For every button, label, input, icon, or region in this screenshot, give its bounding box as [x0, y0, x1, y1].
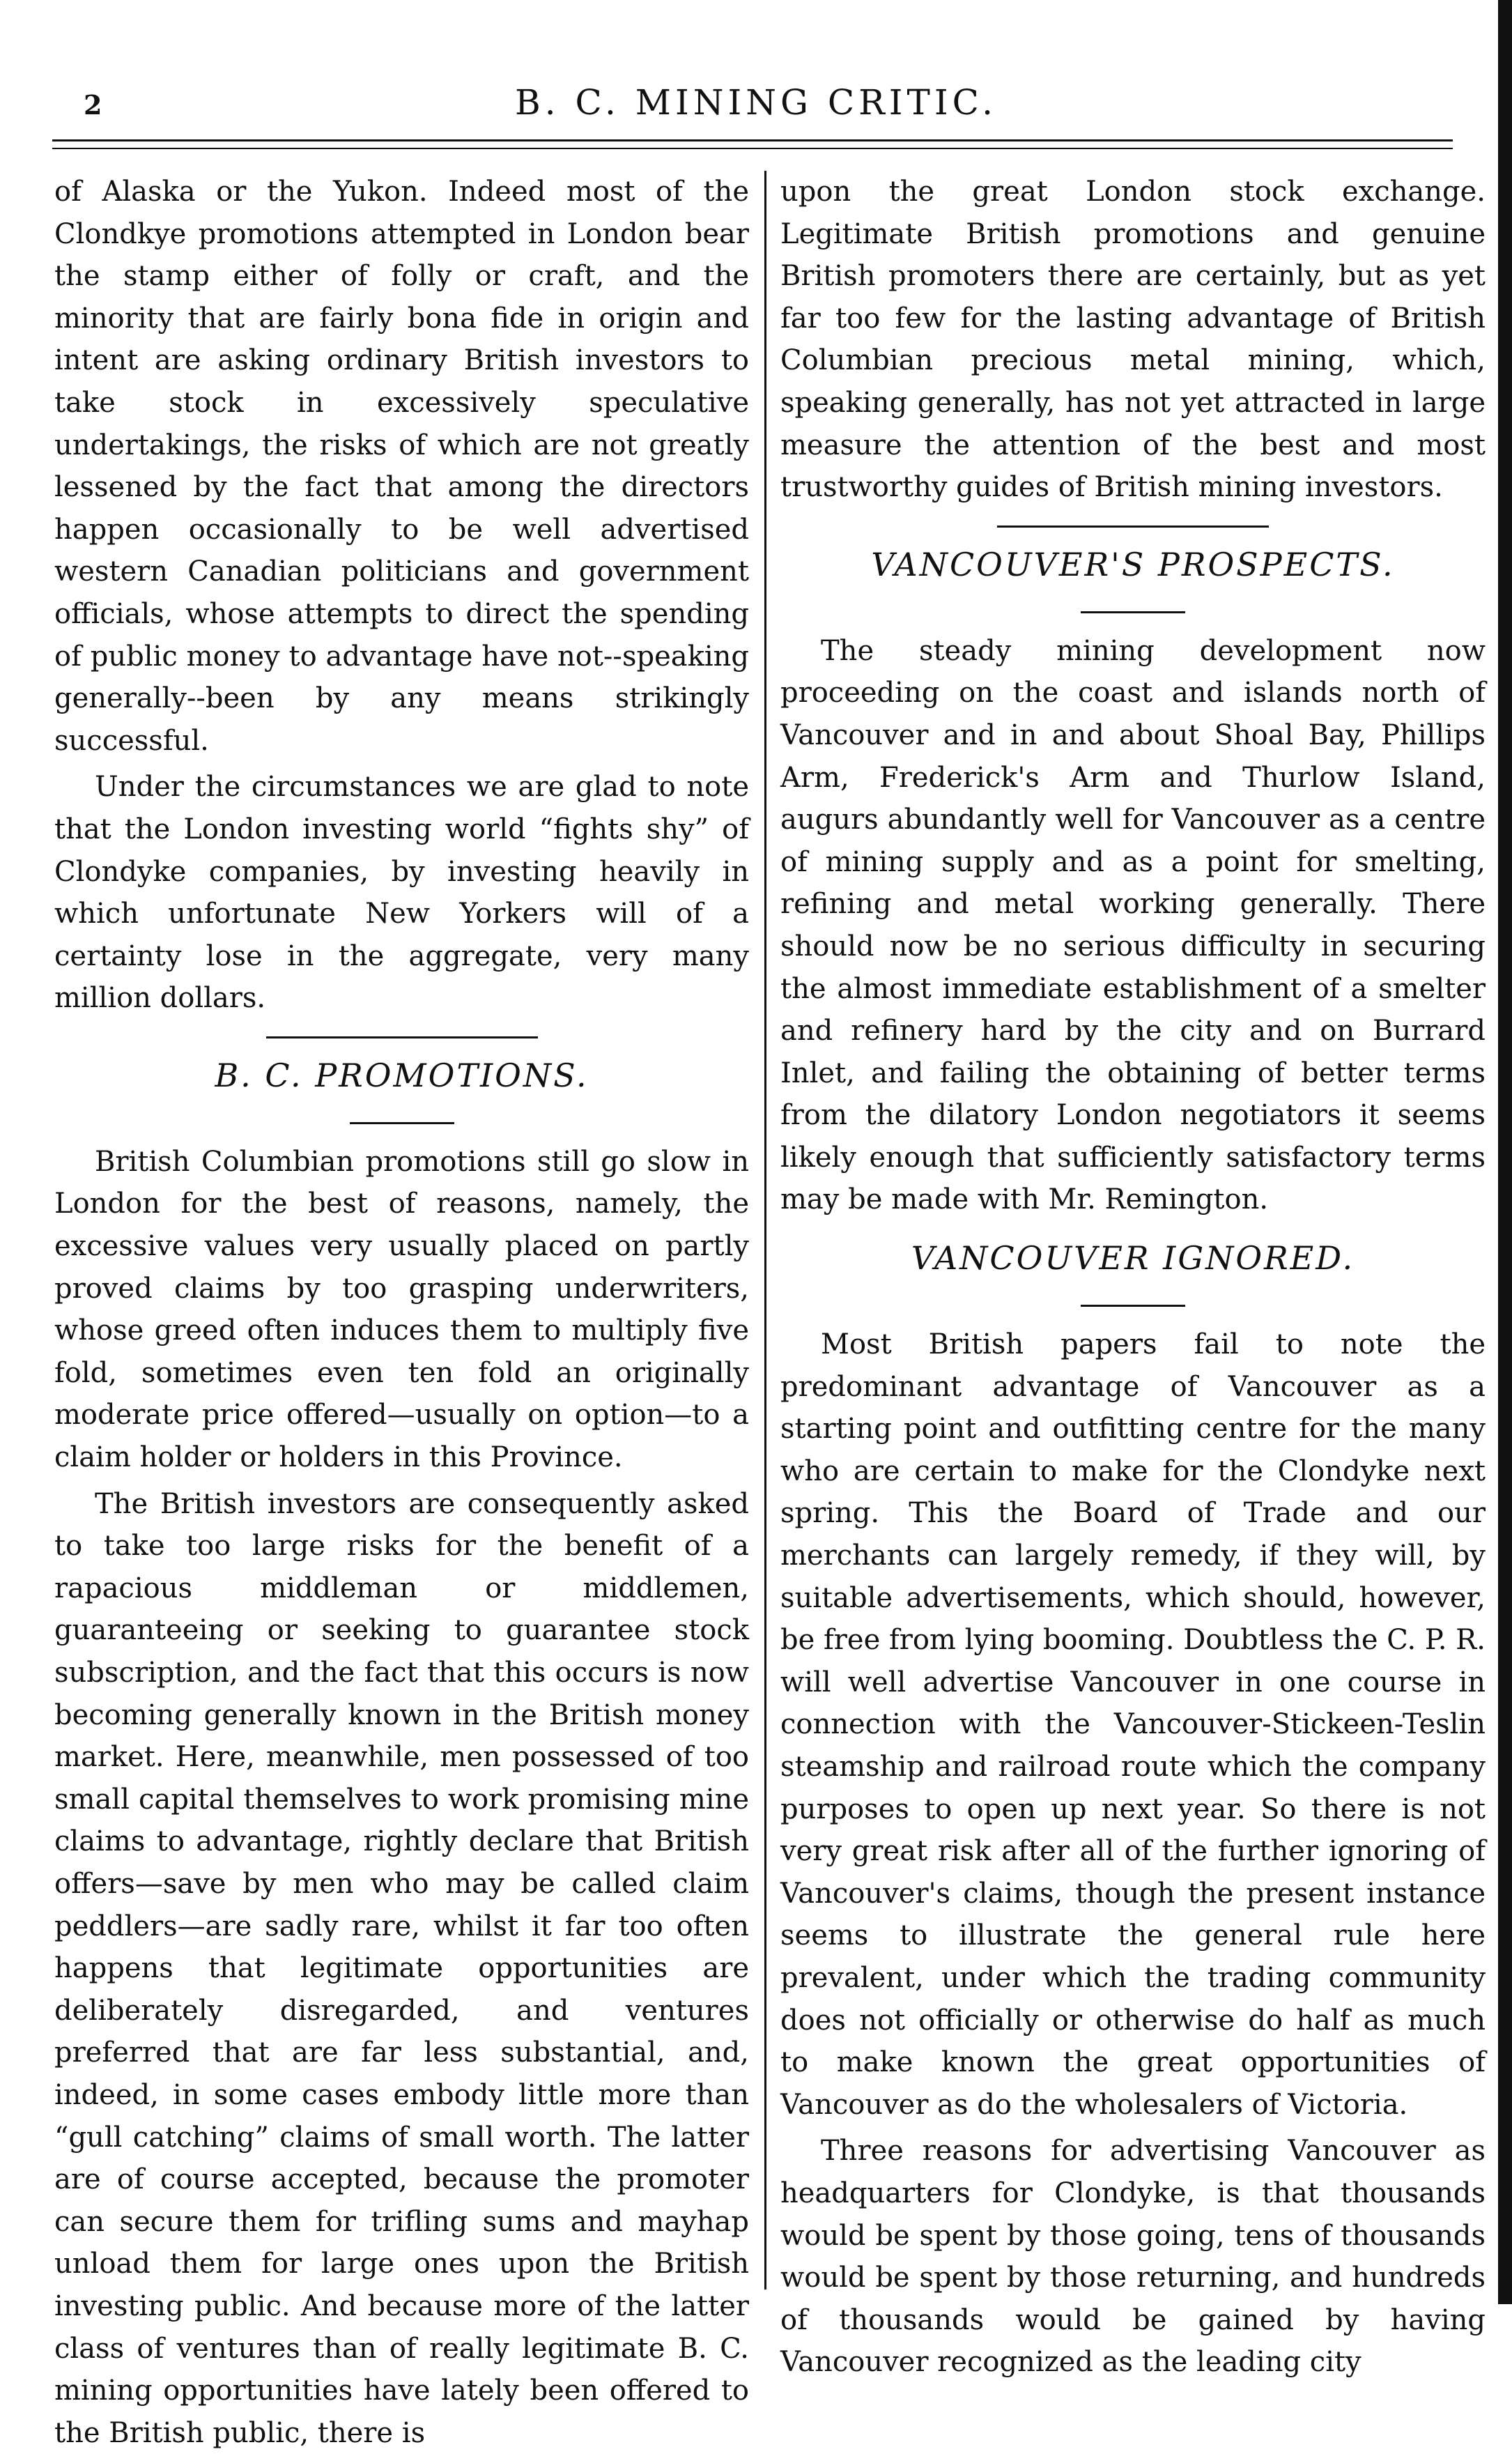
section-divider [997, 526, 1269, 528]
page-edge-border [1498, 0, 1512, 2304]
section-divider [1081, 611, 1185, 613]
right-paragraph-3: Most British papers fail to note the predominant advantage of Vancouver as a starting point and outfitting centre for the many who are certain to make for the Clondyke next spring. This the Board of Trade and our merchants can largely remedy, if they will, by suitable advertisements, which should, however, be free from lying booming. Doubtless the C. P. R. will well advertise Vancouver in one course in connection with the Vancouver-Stickeen-Teslin steamship and railroad route which the company purposes to open up next year. So there is not very great risk after all of the further ignoring of Vancouver's claims, though the present instance seems to illustrate the general rule here prevalent, under which the trading community does not officially or otherwise do half as much to make known the great opportunities of Vancouver as do the wholesalers of Victoria. [780, 1328, 1486, 2121]
header-rule [52, 139, 1453, 141]
section-divider [350, 1122, 454, 1124]
header-rule-secondary [52, 148, 1453, 149]
left-paragraph-3: British Columbian promotions still go slow in London for the best of reasons, namely, the excessive values very usually placed on partly proved claims by too grasping underwriters, whose greed often induces them to multiply five fold, sometimes even ten fold an originally moderate price offered—usually on option—to a claim holder or holders in this Province. [54, 1145, 749, 1474]
right-column [780, 171, 1486, 2379]
section-divider [266, 1036, 538, 1038]
right-paragraph-1: upon the great London stock exchange. Legitimate British promotions and genuine British promoters there are certainly, but as yet far too few for the lasting advantage of British Columbian precious metal mining, which, speaking generally, has not yet attracted in large measure the attention of the best and most trustworthy guides of British mining investors. [780, 176, 1486, 504]
left-column [54, 171, 749, 2449]
right-paragraph-4: Three reasons for advertising Vancouver as headquarters for Clondyke, is that thousands would be spent by those going, tens of thousands would be spent by those returning, and hundreds of thousands would be gained by having Vancouver recognized as the leading city [780, 2135, 1486, 2379]
section-heading-vancouver-ignored: VANCOUVER IGNORED. [911, 1239, 1355, 1278]
section-divider [1081, 1305, 1185, 1307]
section-heading-bc-promotions: B. C. PROMOTIONS. [215, 1056, 589, 1094]
right-paragraph-2: The steady mining development now proceeding on the coast and islands north of Vancouver and in and about Shoal Bay, Phillips Arm, Frederick's Arm and Thurlow Island, augurs abundantly well for Vancouver as a centre of mining supply and as a point for smelting, refining and metal working generally. There should now be no serious difficulty in securing the almost immediate establishment of a smelter and refinery hard by the city and on Burrard Inlet, and failing the obtaining of better terms from the dilatory London negotiators it seems likely enough that sufficiently satisfactory terms may be made with Mr. Remington. [780, 634, 1486, 1216]
column-divider [764, 171, 766, 2290]
left-paragraph-4: The British investors are consequently asked to take too large risks for the benefit of a rapacious middleman or middlemen, guaranteeing or seeking to guarantee stock subscription, and the fact that this occurs is now becoming generally known in the British money market. Here, meanwhile, men possessed of too small capital themselves to work promising mine claims to advantage, rightly declare that British offers—save by men who may be called claim peddlers—are sadly rare, whilst it far too often happens that legitimate opportunities are deliberately disregarded, and ventures preferred that are far less substantial, and, indeed, in some cases embody little more than “gull catching” claims of small worth. The latter are of course accepted, because the promoter can secure them for trifling sums and mayhap unload them for large ones upon the British investing public. And because more of the latter class of ventures than of really legitimate B. C. mining opportunities have lately been offered to the British public, there is [54, 1487, 749, 2449]
left-paragraph-1: of Alaska or the Yukon. Indeed most of the Clondkye promotions attempted in London bear the stamp either of folly or craft, and the minority that are fairly bona fide in origin and intent are asking ordinary British investors to take stock in excessively speculative undertakings, the risks of which are not greatly lessened by the fact that among the directors happen occasionally to be well advertised western Canadian politicians and government officials, whose attempts to direct the spending of public money to advantage have not--speaking generally--been by any means strikingly successful. [54, 176, 749, 757]
section-heading-vancouvers-prospects: VANCOUVER'S PROSPECTS. [871, 545, 1395, 583]
left-paragraph-2: Under the circumstances we are glad to note that the London investing world “fights shy” of Clondyke companies, by investing heavily in which unfortunate New Yorkers will of a certainty lose in the aggregate, very many million dollars. [54, 771, 749, 1015]
running-head-title: B. C. MINING CRITIC. [515, 82, 997, 123]
page-number: 2 [84, 89, 102, 121]
